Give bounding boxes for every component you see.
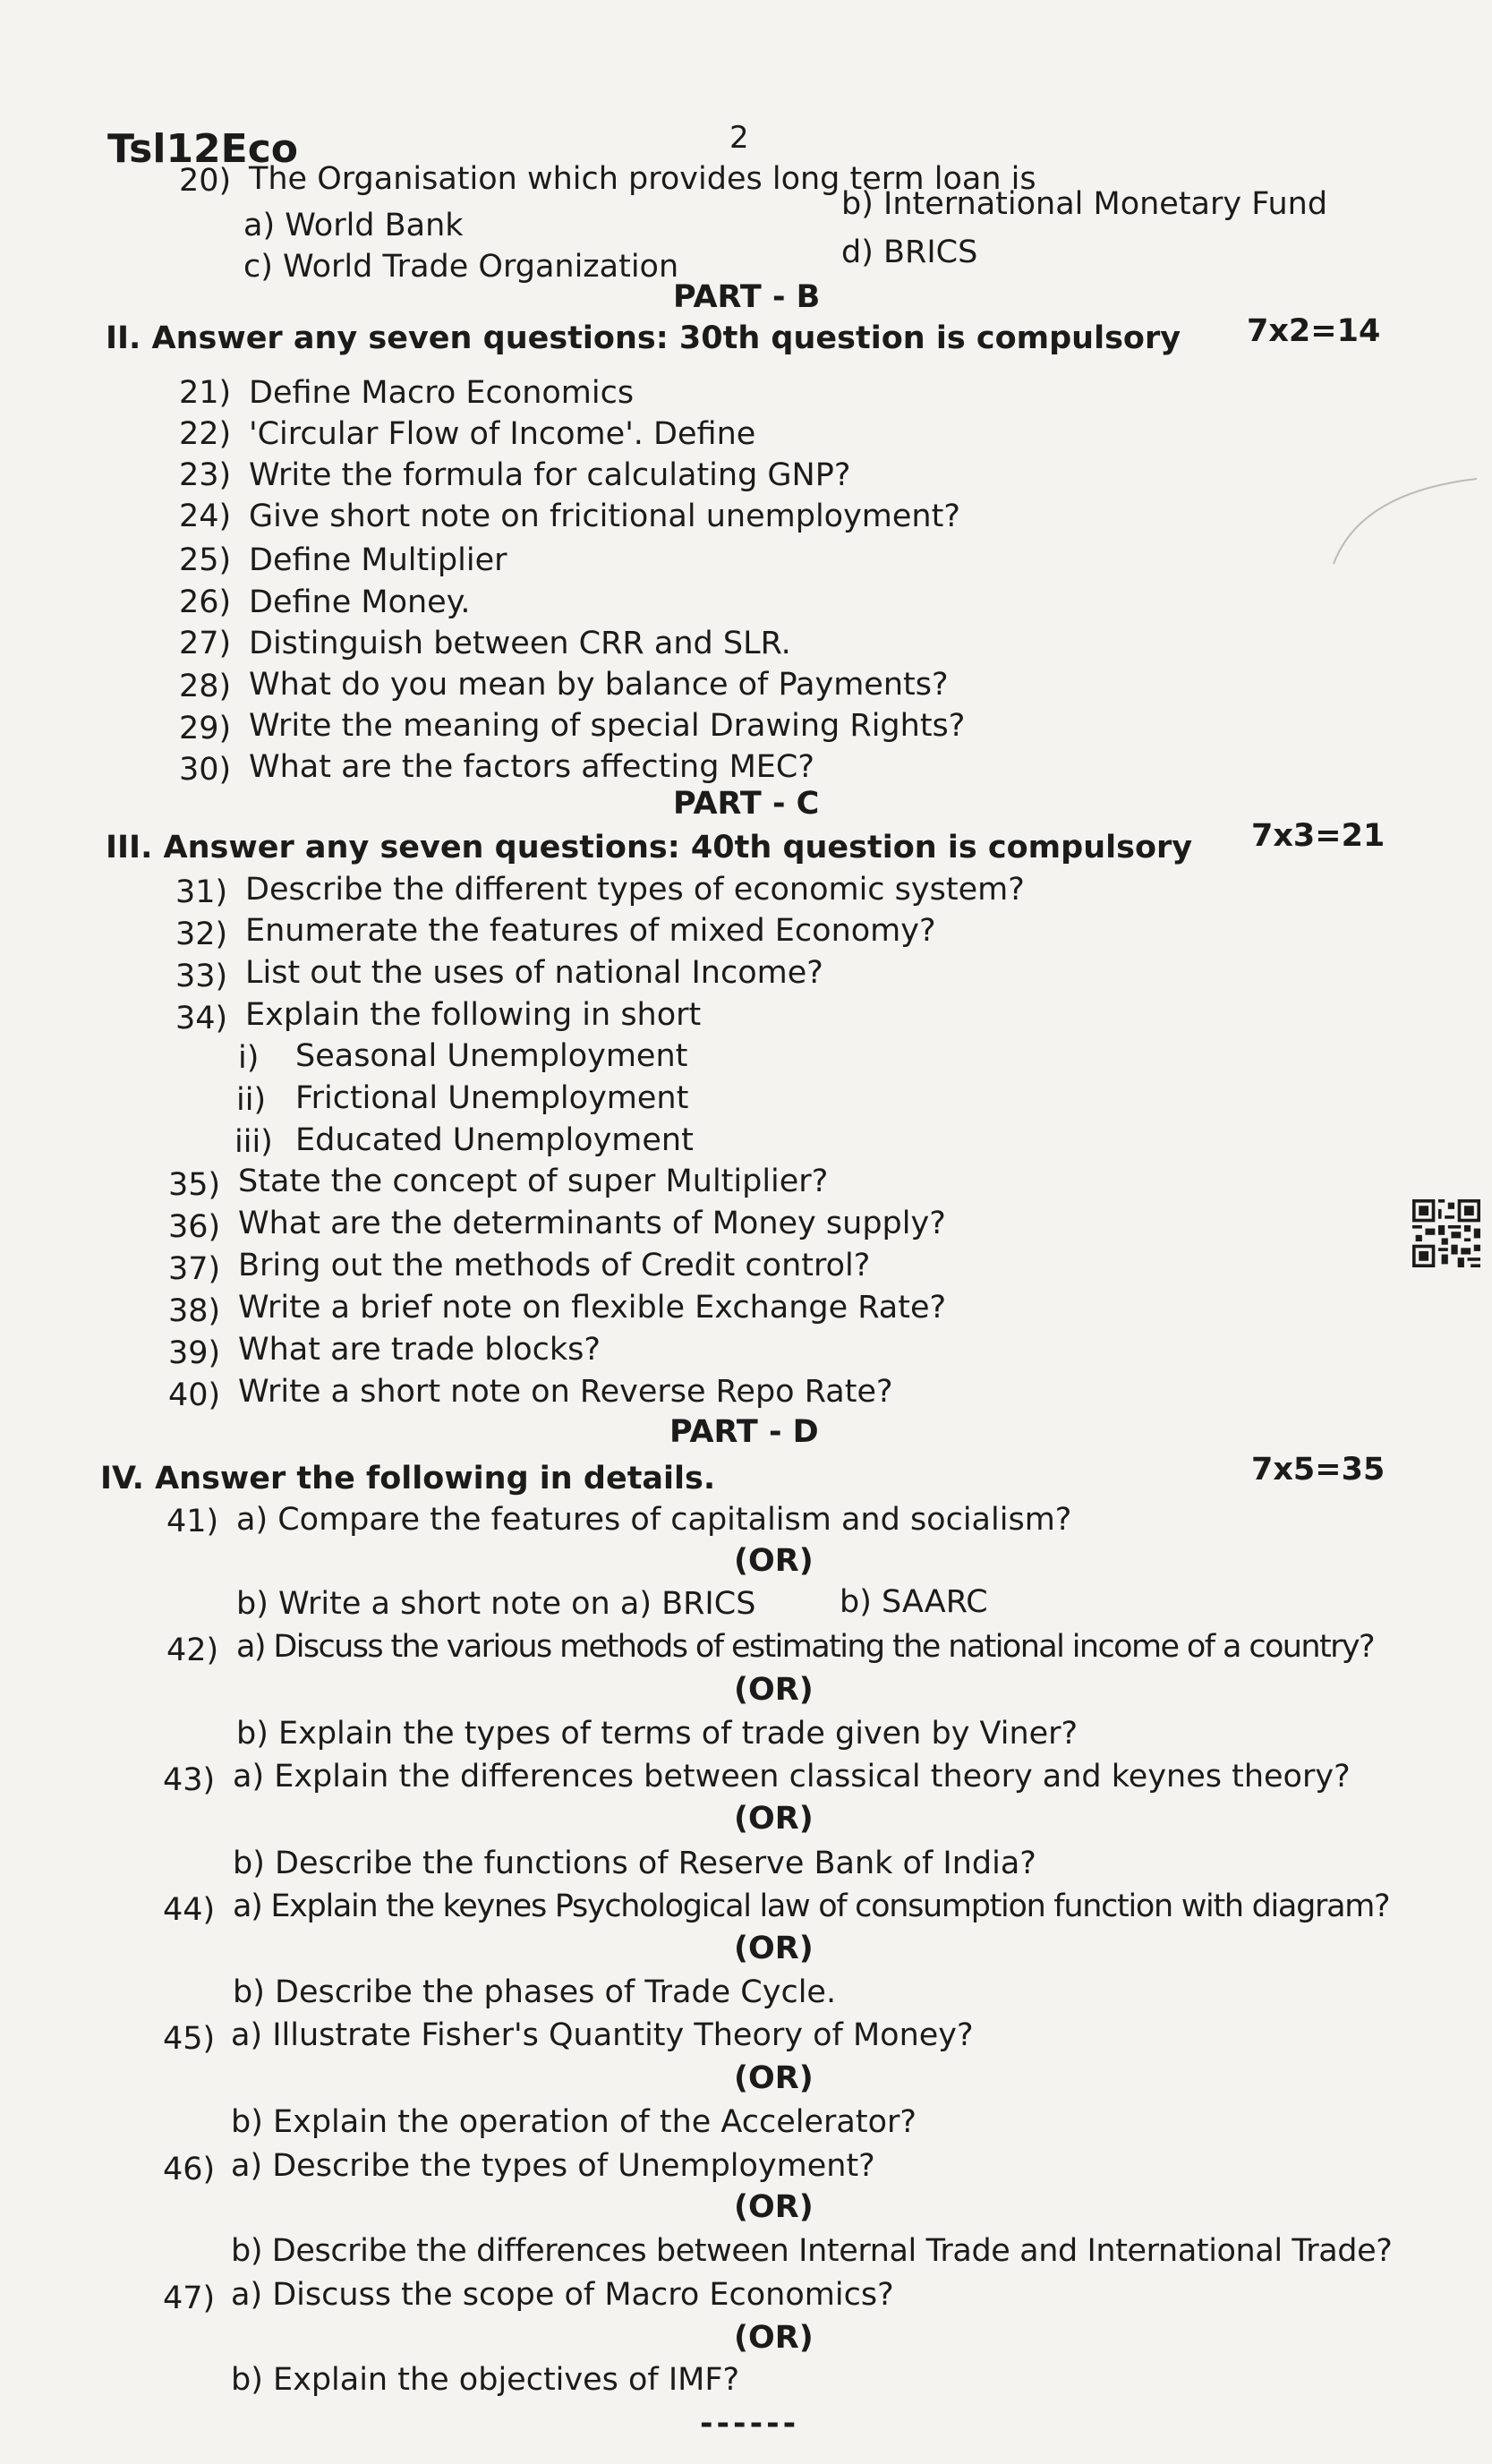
question-part-b: b) Explain the types of terms of trade given by Viner?	[236, 1716, 1079, 1752]
question-text: Define Money.	[249, 584, 471, 620]
question-text: Write a brief note on flexible Exchange Rate?	[238, 1290, 947, 1326]
question-number: 22)	[179, 416, 232, 452]
question-number: 28)	[179, 669, 232, 704]
question-text: Distinguish between CRR and SLR.	[249, 626, 791, 661]
question-part-a: a) Discuss the scope of Macro Economics?	[231, 2277, 894, 2313]
question-part-a: a) Illustrate Fisher's Quantity Theory of Money?	[231, 2017, 974, 2053]
question-text: What are trade blocks?	[238, 1332, 601, 1368]
question-number: 46)	[163, 2152, 216, 2187]
question-number: 29)	[179, 711, 232, 746]
question-number: 44)	[163, 1892, 216, 1928]
or-label: (OR)	[734, 1801, 814, 1837]
question-number: 27)	[179, 626, 232, 661]
part-b-title: PART - B	[673, 279, 821, 315]
subquestion-text: Seasonal Unemployment	[295, 1038, 688, 1074]
question-text: What are the factors affecting MEC?	[249, 749, 814, 785]
question-part-b: b) Explain the operation of the Accelerator?	[231, 2104, 917, 2140]
part-d-marks: 7x5=35	[1251, 1452, 1385, 1488]
part-d-title: PART - D	[669, 1414, 819, 1450]
question-text: Write the meaning of special Drawing Rights?	[249, 708, 966, 744]
q20-text: The Organisation which provides long term loan is	[249, 161, 1036, 197]
question-text: 'Circular Flow of Income'. Define	[249, 416, 756, 452]
question-number: 47)	[163, 2281, 216, 2316]
part-c-title: PART - C	[673, 786, 820, 822]
or-label: (OR)	[734, 1543, 814, 1579]
qr-code-icon	[1412, 1199, 1480, 1267]
question-text: Give short note on fricitional unemployment?	[249, 499, 960, 534]
part-b-marks: 7x2=14	[1247, 313, 1381, 349]
question-number: 24)	[179, 499, 232, 534]
question-number: 31)	[175, 874, 228, 910]
or-label: (OR)	[734, 2189, 814, 2225]
end-of-paper-mark: ------	[700, 2406, 800, 2442]
question-number: 33)	[175, 959, 228, 994]
q20-option-a: a) World Bank	[243, 208, 464, 243]
question-text: Bring out the methods of Credit control?	[238, 1248, 871, 1283]
question-part-b: b) Describe the phases of Trade Cycle.	[233, 1974, 837, 2010]
question-part-a: a) Describe the types of Unemployment?	[231, 2148, 875, 2184]
q20-number: 20)	[179, 163, 232, 199]
question-number: 25)	[179, 542, 232, 578]
question-number: 26)	[179, 584, 232, 620]
or-label: (OR)	[734, 1931, 814, 1966]
subquestion-number: ii)	[236, 1082, 267, 1118]
question-number: 36)	[168, 1209, 221, 1245]
question-number: 41)	[166, 1504, 219, 1539]
question-number: 21)	[179, 375, 232, 411]
question-text: What do you mean by balance of Payments?	[249, 667, 949, 703]
question-part-a: a) Compare the features of capitalism and socialism?	[236, 1502, 1072, 1538]
question-number: 38)	[168, 1293, 221, 1329]
question-text: List out the uses of national Income?	[245, 955, 823, 991]
question-part-b-second: b) SAARC	[840, 1584, 988, 1620]
question-number: 40)	[168, 1377, 221, 1413]
or-label: (OR)	[734, 1672, 814, 1708]
scan-mark-decoration	[1325, 465, 1486, 573]
question-number: 43)	[163, 1762, 216, 1798]
q20-option-c: c) World Trade Organization	[243, 249, 679, 285]
question-number: 39)	[168, 1335, 221, 1371]
question-text: Define Multiplier	[249, 542, 507, 578]
question-text: Define Macro Economics	[249, 375, 635, 411]
subquestion-number: i)	[238, 1040, 260, 1076]
question-number: 45)	[163, 2021, 216, 2057]
subquestion-text: Educated Unemployment	[295, 1122, 694, 1158]
question-part-b: b) Explain the objectives of IMF?	[231, 2362, 740, 2398]
question-text: Write the formula for calculating GNP?	[249, 457, 851, 493]
question-number: 34)	[175, 1001, 228, 1036]
part-c-instruction: III. Answer any seven questions: 40th question is compulsory	[106, 830, 1193, 865]
paper-code: Tsl12Eco	[107, 126, 299, 172]
question-number: 37)	[168, 1251, 221, 1287]
subquestion-number: iii)	[234, 1124, 273, 1160]
question-part-a: a) Discuss the various methods of estimating the national income of a country?	[236, 1629, 1374, 1665]
q20-option-d: d) BRICS	[841, 234, 978, 270]
question-part-b: b) Write a short note on a) BRICS	[236, 1586, 756, 1622]
question-part-b: b) Describe the functions of Reserve Bank of India?	[233, 1846, 1036, 1881]
question-number: 32)	[175, 917, 228, 952]
question-text: Describe the different types of economic system?	[245, 872, 1025, 908]
question-text: What are the determinants of Money supply?	[238, 1206, 946, 1241]
part-b-instruction: II. Answer any seven questions: 30th question is compulsory	[106, 320, 1181, 356]
or-label: (OR)	[734, 2060, 814, 2096]
question-text: State the concept of super Multiplier?	[238, 1164, 829, 1199]
question-text: Explain the following in short	[245, 997, 702, 1033]
question-number: 42)	[166, 1633, 219, 1668]
question-number: 23)	[179, 457, 232, 493]
question-text: Write a short note on Reverse Repo Rate?	[238, 1374, 893, 1410]
question-part-b: b) Describe the differences between Internal Trade and International Trade?	[231, 2233, 1393, 2269]
question-number: 35)	[168, 1167, 221, 1203]
question-part-a: a) Explain the keynes Psychological law of consumption function with diagram?	[233, 1888, 1390, 1924]
subquestion-text: Frictional Unemployment	[295, 1080, 689, 1116]
q20-option-b: b) International Monetary Fund	[841, 186, 1328, 222]
question-number: 30)	[179, 752, 232, 788]
part-c-marks: 7x3=21	[1251, 818, 1385, 854]
question-text: Enumerate the features of mixed Economy?	[245, 913, 936, 949]
page-number: 2	[729, 120, 749, 156]
question-part-a: a) Explain the differences between classical theory and keynes theory?	[233, 1759, 1351, 1795]
or-label: (OR)	[734, 2320, 814, 2356]
part-d-instruction: IV. Answer the following in details.	[100, 1461, 716, 1496]
